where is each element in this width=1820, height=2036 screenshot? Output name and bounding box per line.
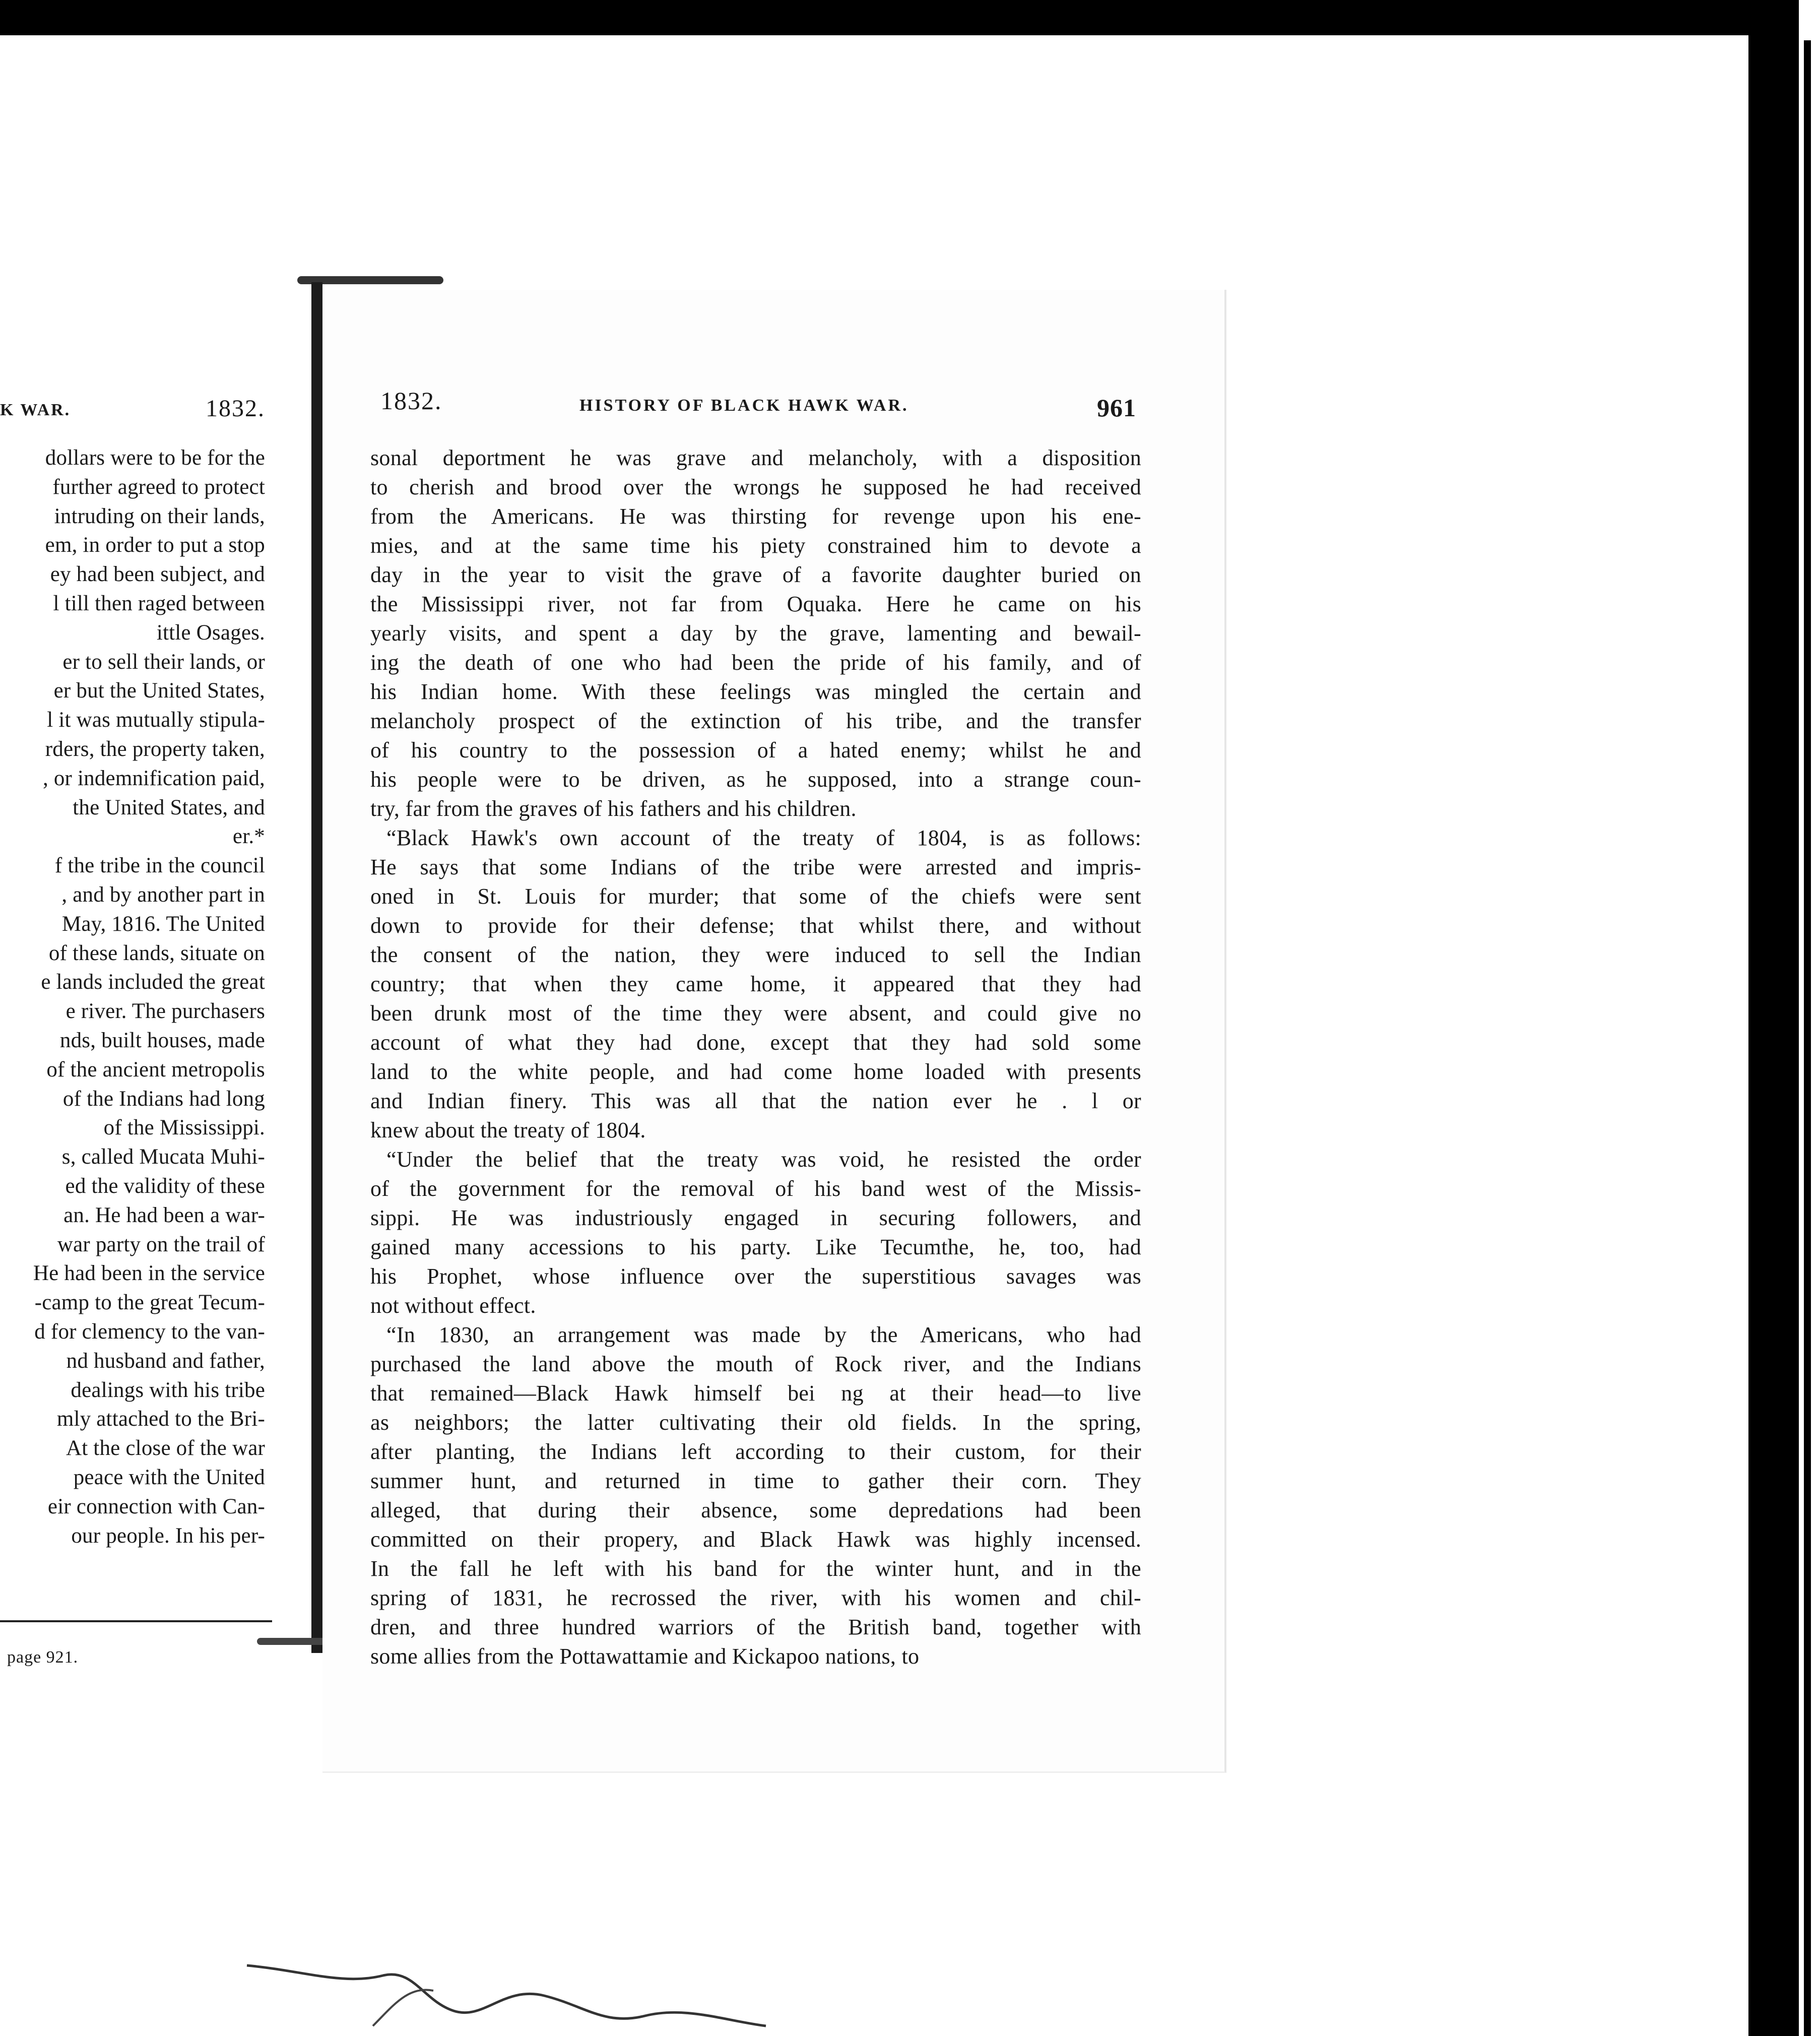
- text-line: from the Americans. He was thirsting for revenge upon his ene-: [370, 504, 1141, 529]
- left-text-line: of the Mississippi.: [103, 1116, 265, 1140]
- text-line: dren, and three hundred warriors of the British band, together with: [370, 1615, 1141, 1639]
- left-text-line: ittle Osages.: [156, 620, 265, 645]
- text-line: sippi. He was industriously engaged in securing followers, and: [370, 1205, 1141, 1230]
- left-text-line: em, in order to put a stop: [45, 533, 265, 557]
- left-text-line: He had been in the service: [33, 1261, 265, 1286]
- left-text-line: l till then raged between: [53, 592, 265, 615]
- film-strip-border: [1804, 40, 1811, 2036]
- left-text-line: peace with the United: [73, 1466, 265, 1489]
- left-text-line: further agreed to protect: [52, 475, 265, 499]
- text-line: mies, and at the same time his piety constrained him to devote a: [370, 533, 1141, 558]
- text-line: his Indian home. With these feelings was mingled the certain and: [370, 679, 1141, 704]
- text-line: his people were to be driven, as he supposed, into a strange coun-: [370, 767, 1141, 792]
- text-line: gained many accessions to his party. Like Tecumthe, he, too, had: [370, 1235, 1141, 1259]
- left-text-line: intruding on their lands,: [54, 504, 265, 528]
- left-text-line: nd husband and father,: [66, 1349, 265, 1373]
- text-line: sonal deportment he was grave and melancholy, with a disposition: [370, 446, 1141, 470]
- text-line: and Indian finery. This was all that the nation ever he . l or: [370, 1089, 1141, 1113]
- text-line: yearly visits, and spent a day by the grave, lamenting and bewail-: [370, 621, 1141, 646]
- left-text-line: rders, the property taken,: [45, 737, 265, 761]
- left-text-line: er to sell their lands, or: [62, 650, 265, 674]
- left-text-line: of the Indians had long: [62, 1087, 265, 1111]
- text-line: of his country to the possession of a hated enemy; whilst he and: [370, 738, 1141, 762]
- text-line: as neighbors; the latter cultivating their old fields. In the spring,: [370, 1410, 1141, 1435]
- left-text-line: mly attached to the Bri-: [56, 1407, 265, 1431]
- left-text-line: l it was mutually stipula-: [47, 708, 265, 732]
- text-line: committed on their propery, and Black Hawk was highly incensed.: [370, 1527, 1141, 1552]
- left-text-line: dealings with his tribe: [71, 1378, 265, 1402]
- running-title: HISTORY OF BLACK HAWK WAR.: [579, 396, 909, 415]
- text-line: He says that some Indians of the tribe were arrested and impris-: [370, 855, 1141, 879]
- film-border-top: [0, 0, 1820, 35]
- text-line: melancholy prospect of the extinction of his tribe, and the transfer: [370, 709, 1141, 733]
- text-line: summer hunt, and returned in time to gather their corn. They: [370, 1469, 1141, 1493]
- text-line: knew about the treaty of 1804.: [370, 1118, 646, 1142]
- left-text-line: ey had been subject, and: [50, 562, 265, 587]
- left-text-line: dollars were to be for the: [45, 446, 265, 470]
- text-line: day in the year to visit the grave of a favorite daughter buried on: [370, 562, 1141, 587]
- left-text-line: d for clemency to the van-: [34, 1320, 265, 1344]
- text-line: country; that when they came home, it appeared that they had: [370, 972, 1141, 996]
- left-text-line: of the ancient metropolis: [46, 1057, 265, 1081]
- text-line: ing the death of one who had been the pride of his family, and of: [370, 650, 1141, 675]
- text-line: after planting, the Indians left according to their custom, for their: [370, 1439, 1141, 1464]
- text-line: his Prophet, whose influence over the superstitious savages was: [370, 1264, 1141, 1289]
- footnote-rule: [0, 1620, 272, 1622]
- left-text-line: war party on the trail of: [57, 1232, 265, 1256]
- left-text-line: eir connection with Can-: [47, 1494, 265, 1518]
- right-page: [322, 290, 1226, 1773]
- left-text-line: e lands included the great: [41, 970, 265, 994]
- left-text-line: the United States, and: [73, 795, 265, 819]
- page-header: [380, 387, 1136, 428]
- left-text-line: an. He had been a war-: [63, 1203, 265, 1227]
- text-line: In the fall he left with his band for the winter hunt, and in the: [370, 1556, 1141, 1581]
- text-line: oned in St. Louis for murder; that some of the chiefs were sent: [370, 884, 1141, 909]
- text-line: of the government for the removal of his band west of the Missis-: [370, 1176, 1141, 1201]
- text-line: to cherish and brood over the wrongs he supposed he had received: [370, 475, 1141, 499]
- left-page: [0, 370, 272, 1691]
- left-footnote: page 921.: [7, 1648, 79, 1667]
- film-border-right: [1748, 0, 1799, 2036]
- text-line: “In 1830, an arrangement was made by the Americans, who had: [386, 1322, 1141, 1347]
- text-line: land to the white people, and had come home loaded with presents: [370, 1059, 1141, 1084]
- text-line: not without effect.: [370, 1293, 536, 1318]
- left-text-line: f the tribe in the council: [54, 854, 265, 878]
- left-text-line: -camp to the great Tecum-: [34, 1291, 265, 1315]
- text-line: been drunk most of the time they were absent, and could give no: [370, 1001, 1141, 1026]
- left-text-line: nds, built houses, made: [59, 1029, 265, 1052]
- book-gutter: [311, 282, 322, 1653]
- left-text-line: At the close of the war: [66, 1436, 265, 1460]
- left-text-line: ed the validity of these: [65, 1174, 265, 1198]
- text-line: “Under the belief that the treaty was void, he resisted the order: [386, 1147, 1141, 1172]
- left-running-head: K WAR.: [0, 401, 71, 419]
- left-text-line: e river. The purchasers: [66, 999, 265, 1024]
- left-header-year: 1832.: [206, 395, 265, 422]
- left-text-line: , and by another part in: [61, 883, 265, 907]
- left-text-line: er but the United States,: [53, 679, 265, 703]
- text-line: try, far from the graves of his fathers and his children.: [370, 796, 857, 821]
- text-line: alleged, that during their absence, some depredations had been: [370, 1498, 1141, 1522]
- text-line: account of what they had done, except that they had sold some: [370, 1030, 1141, 1055]
- text-line: the consent of the nation, they were induced to sell the Indian: [370, 942, 1141, 967]
- text-line: spring of 1831, he recrossed the river, with his women and chil-: [370, 1585, 1141, 1610]
- left-text-line: our people. In his per-: [71, 1523, 265, 1548]
- scan-artifact-scribble: [242, 1955, 771, 2031]
- left-text-line: , or indemnification paid,: [42, 766, 265, 790]
- left-text-line: May, 1816. The United: [61, 912, 265, 936]
- header-year: 1832.: [380, 387, 442, 415]
- text-line: down to provide for their defense; that whilst there, and without: [370, 913, 1141, 938]
- page-number: 961: [1097, 394, 1136, 422]
- text-line: that remained—Black Hawk himself bei ng at their head—to live: [370, 1381, 1141, 1406]
- text-line: “Black Hawk's own account of the treaty of 1804, is as follows:: [386, 825, 1141, 850]
- text-line: some allies from the Pottawattamie and Kickapoo nations, to: [370, 1644, 920, 1669]
- text-line: purchased the land above the mouth of Rock river, and the Indians: [370, 1352, 1141, 1376]
- text-line: the Mississippi river, not far from Oquaka. Here he came on his: [370, 592, 1141, 616]
- left-text-line: of these lands, situate on: [48, 941, 265, 965]
- left-text-line: s, called Mucata Muhi-: [61, 1145, 265, 1169]
- left-text-line: er.*: [232, 824, 265, 849]
